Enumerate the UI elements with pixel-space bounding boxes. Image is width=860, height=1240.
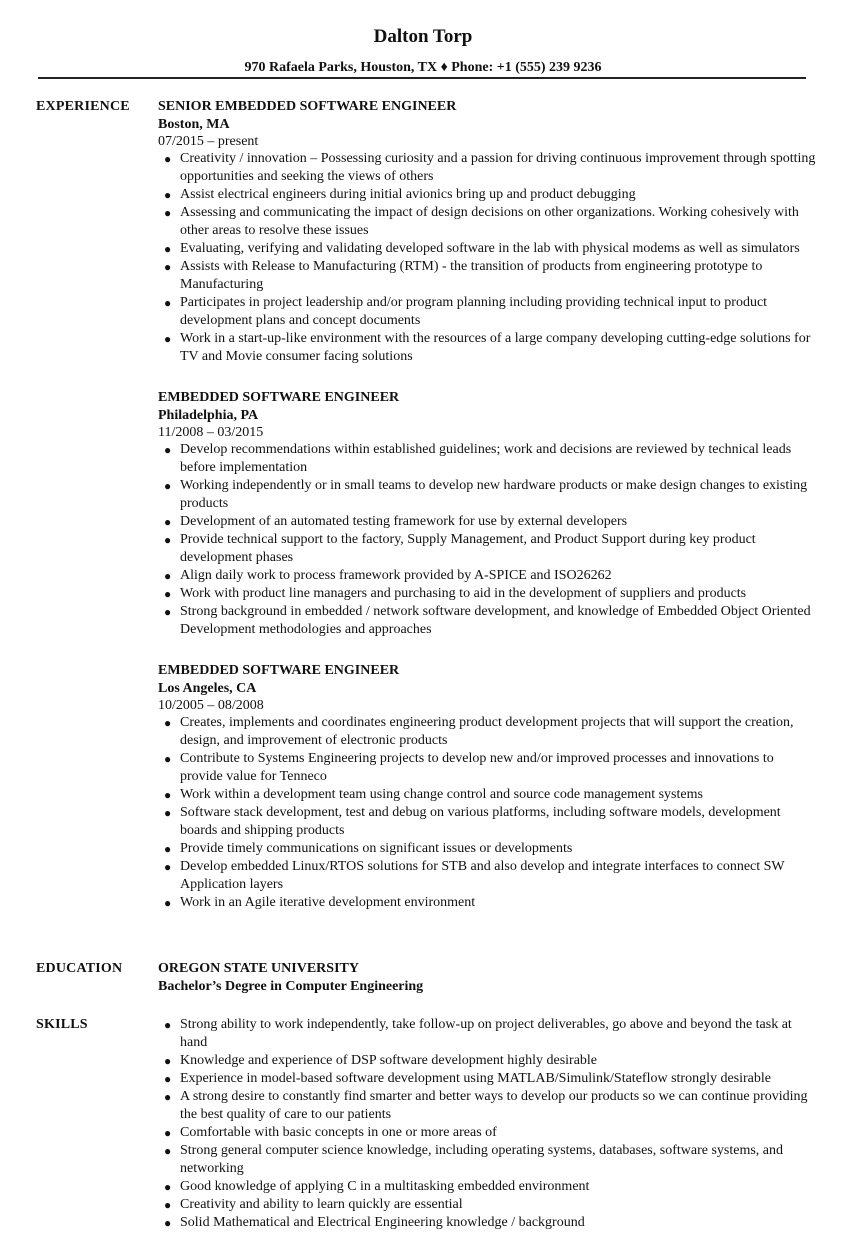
job-bullets [158,714,818,912]
bullet-icon: ● [164,1090,172,1104]
job-title: SENIOR EMBEDDED SOFTWARE ENGINEER [158,99,457,114]
bullet-text: Creativity / innovation – Possessing curiosity and a passion for driving continuous improvement through spotting opportunities and seeking the views of others [180,151,816,184]
bullet-text: Strong general computer science knowledge, including operating systems, databases, software systems, and networking [180,1143,784,1176]
education-body [158,960,818,996]
bullet-text: A strong desire to constantly find smarter and better ways to develop our products so we can continue providing the best quality of care to our patients [180,1089,808,1122]
bullet-text: Work with product line managers and purchasing to aid in the development of suppliers and products [180,586,747,601]
bullet-text: Strong background in embedded / network software development, and knowledge of Embedded Object Oriented Development methodologies and approaches [180,604,811,637]
job-bullets [158,441,818,639]
bullet-icon: ● [164,260,172,274]
list-item [158,240,818,258]
degree: Bachelor’s Degree in Computer Engineering [158,979,424,994]
job-location: Los Angeles, CA [158,681,257,696]
bullet-text: Develop embedded Linux/RTOS solutions for STB and also develop and integrate interfaces to connect SW Application layers [180,859,785,892]
experience-body [158,98,818,935]
list-item [158,804,818,840]
job-title: EMBEDDED SOFTWARE ENGINEER [158,390,400,405]
bullet-text: Align daily work to process framework provided by A-SPICE and ISO26262 [180,568,612,583]
bullet-text: Creativity and ability to learn quickly are essential [180,1197,463,1212]
bullet-icon: ● [164,896,172,910]
bullet-text: Assist electrical engineers during initial avionics bring up and product debugging [180,187,636,202]
school-name: OREGON STATE UNIVERSITY [158,961,359,976]
list-item [158,477,818,513]
section-title-skills: SKILLS [36,1017,88,1032]
bullet-text: Assessing and communicating the impact of design decisions on other organizations. Working cohesively with other areas to resolve these issues [180,205,799,238]
list-item [158,186,818,204]
candidate-name: Dalton Torp [373,26,473,47]
bullet-icon: ● [164,206,172,220]
list-item [158,204,818,240]
bullet-icon: ● [164,533,172,547]
list-item [158,840,818,858]
bullet-icon: ● [164,332,172,346]
bullet-icon: ● [164,1054,172,1068]
bullet-icon: ● [164,587,172,601]
list-item [158,585,818,603]
bullet-icon: ● [164,806,172,820]
bullet-icon: ● [164,1216,172,1230]
job-dates: 07/2015 – present [158,134,259,149]
bullet-icon: ● [164,752,172,766]
bullet-icon: ● [164,242,172,256]
job-bullets [158,150,818,366]
bullet-icon: ● [164,152,172,166]
bullet-icon: ● [164,788,172,802]
bullet-text: Strong ability to work independently, take follow-up on project deliverables, go above and beyond the task at hand [180,1017,792,1050]
skills-body [158,1016,818,1232]
job-location: Philadelphia, PA [158,408,259,423]
bullet-icon: ● [164,716,172,730]
list-item [158,513,818,531]
list-item [158,531,818,567]
bullet-icon: ● [164,443,172,457]
list-item [158,1016,818,1052]
list-item [158,1088,818,1124]
bullet-text: Work within a development team using change control and source code management systems [180,787,703,802]
bullet-icon: ● [164,515,172,529]
job-dates: 11/2008 – 03/2015 [158,425,264,440]
list-item [158,330,818,366]
list-item [158,1052,818,1070]
bullet-icon: ● [164,188,172,202]
list-item [158,1124,818,1142]
job-entry [158,98,818,366]
list-item [158,258,818,294]
bullet-text: Development of an automated testing framework for use by external developers [180,514,628,529]
section-title-experience: EXPERIENCE [36,99,130,114]
bullet-icon: ● [164,1126,172,1140]
list-item [158,750,818,786]
bullet-icon: ● [164,569,172,583]
bullet-text: Provide technical support to the factory, Supply Management, and Product Support during key product development phases [180,532,756,565]
bullet-text: Provide timely communications on significant issues or developments [180,841,573,856]
bullet-text: Comfortable with basic concepts in one or more areas of [180,1125,497,1140]
bullet-icon: ● [164,1198,172,1212]
bullet-text: Participates in project leadership and/or program planning including providing technical input to product development plans and concept documents [180,295,768,328]
bullet-icon: ● [164,1018,172,1032]
bullet-text: Work in a start-up-like environment with the resources of a large company developing cutting-edge solutions for TV and Movie consumer facing solutions [180,331,811,364]
section-title-education: EDUCATION [36,961,123,976]
bullet-text: Knowledge and experience of DSP software development highly desirable [180,1053,598,1068]
bullet-icon: ● [164,860,172,874]
bullet-icon: ● [164,1180,172,1194]
list-item [158,786,818,804]
list-item [158,441,818,477]
list-item [158,714,818,750]
bullet-text: Experience in model-based software development using MATLAB/Simulink/Stateflow strongly desirable [180,1071,771,1086]
bullet-text: Assists with Release to Manufacturing (RTM) - the transition of products from engineering prototype to Manufacturing [180,259,763,292]
bullet-text: Good knowledge of applying C in a multitasking embedded environment [180,1179,590,1194]
list-item [158,1178,818,1196]
bullet-icon: ● [164,1144,172,1158]
list-item [158,1142,818,1178]
bullet-text: Software stack development, test and debug on various platforms, including software models, development boards and shipping products [180,805,781,838]
bullet-icon: ● [164,842,172,856]
bullet-text: Creates, implements and coordinates engineering product development projects that will support the creation, design, and improvement of electronic products [180,715,794,748]
job-entry [158,389,818,639]
bullet-text: Evaluating, verifying and validating developed software in the lab with physical modems as well as simulators [180,241,800,256]
bullet-text: Contribute to Systems Engineering projects to develop new and/or improved processes and innovations to provide value for Tenneco [180,751,774,784]
list-item [158,1070,818,1088]
list-item [158,1196,818,1214]
bullet-icon: ● [164,479,172,493]
bullet-icon: ● [164,605,172,619]
list-item [158,603,818,639]
list-item [158,294,818,330]
bullet-text: Work in an Agile iterative development environment [180,895,476,910]
list-item [158,894,818,912]
list-item [158,567,818,585]
bullet-icon: ● [164,296,172,310]
bullet-text: Develop recommendations within established guidelines; work and decisions are reviewed by technical leads before implementation [180,442,792,475]
bullet-text: Working independently or in small teams to develop new hardware products or make design changes to existing products [180,478,808,511]
header-divider [38,77,806,79]
list-item [158,150,818,186]
list-item [158,858,818,894]
bullet-text: Solid Mathematical and Electrical Engineering knowledge / background [180,1215,585,1230]
contact-line: 970 Rafaela Parks, Houston, TX ♦ Phone: +1 (555) 239 9236 [244,60,602,75]
job-entry [158,662,818,912]
job-dates: 10/2005 – 08/2008 [158,698,264,713]
bullet-icon: ● [164,1072,172,1086]
job-location: Boston, MA [158,117,230,132]
skills-bullets [158,1016,818,1232]
job-title: EMBEDDED SOFTWARE ENGINEER [158,663,400,678]
list-item [158,1214,818,1232]
